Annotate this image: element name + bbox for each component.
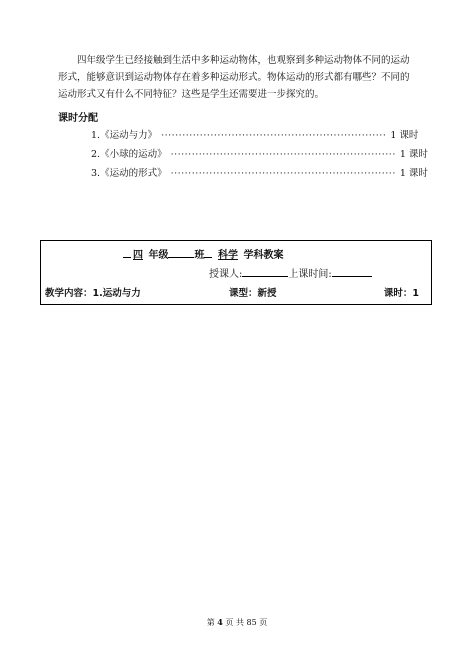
current-page: 4 [217, 617, 223, 627]
teacher-time-line [209, 265, 372, 280]
dot-leader: ································································ [170, 149, 396, 160]
footer-suffix: 页 [259, 618, 268, 627]
plan-info-row [45, 285, 427, 299]
teaching-content: 教学内容：1.运动与力 [45, 288, 141, 299]
schedule-item-title: 1.《运动与力》 [91, 130, 158, 141]
page-footer [0, 617, 474, 628]
schedule-item [91, 127, 419, 141]
blank-line [123, 247, 131, 258]
total-pages: 85 [246, 618, 257, 627]
intro-paragraph: 四年级学生已经接触到生活中多种运动物体，也观察到多种运动物体不同的运动形式，能够意识到运动物体存在着多种运动形式。物体运动的形式都有哪些？不同的运动形式又有什么不同特征？这些是学生还需要进一步探究的。 [58, 55, 410, 100]
lesson-plan-header-box [40, 240, 432, 305]
time-label: 上课时间: [288, 269, 332, 280]
grade-value: 四 [133, 250, 143, 261]
class-label: 班 [194, 250, 205, 261]
schedule-item-hours: 1 课时 [399, 149, 428, 160]
doc-label: 学科教案 [243, 250, 284, 261]
subject-value: 科学 [217, 250, 238, 261]
dot-leader: ································································ [161, 130, 387, 141]
plan-title [123, 246, 283, 261]
lesson-type: 课型：新授 [229, 288, 277, 299]
time-blank [332, 266, 372, 277]
schedule-item-hours: 1 课时 [390, 130, 419, 141]
footer-mid: 页 共 [225, 618, 244, 627]
schedule-heading: 课时分配 [58, 113, 98, 124]
class-blank [168, 247, 194, 258]
schedule-item-title: 2.《小球的运动》 [91, 149, 167, 160]
schedule-item [91, 146, 428, 160]
schedule-item-title: 3.《运动的形式》 [91, 168, 167, 179]
lesson-period: 课时：1 [383, 288, 419, 299]
schedule-item-hours: 1 课时 [399, 168, 428, 179]
grade-label: 年级 [148, 250, 169, 261]
dot-leader: ································································ [170, 168, 396, 179]
blank-line [204, 247, 212, 258]
schedule-item [91, 165, 428, 179]
teacher-label: 授课人: [209, 269, 243, 280]
footer-prefix: 第 [206, 618, 215, 627]
teacher-blank [242, 266, 288, 277]
